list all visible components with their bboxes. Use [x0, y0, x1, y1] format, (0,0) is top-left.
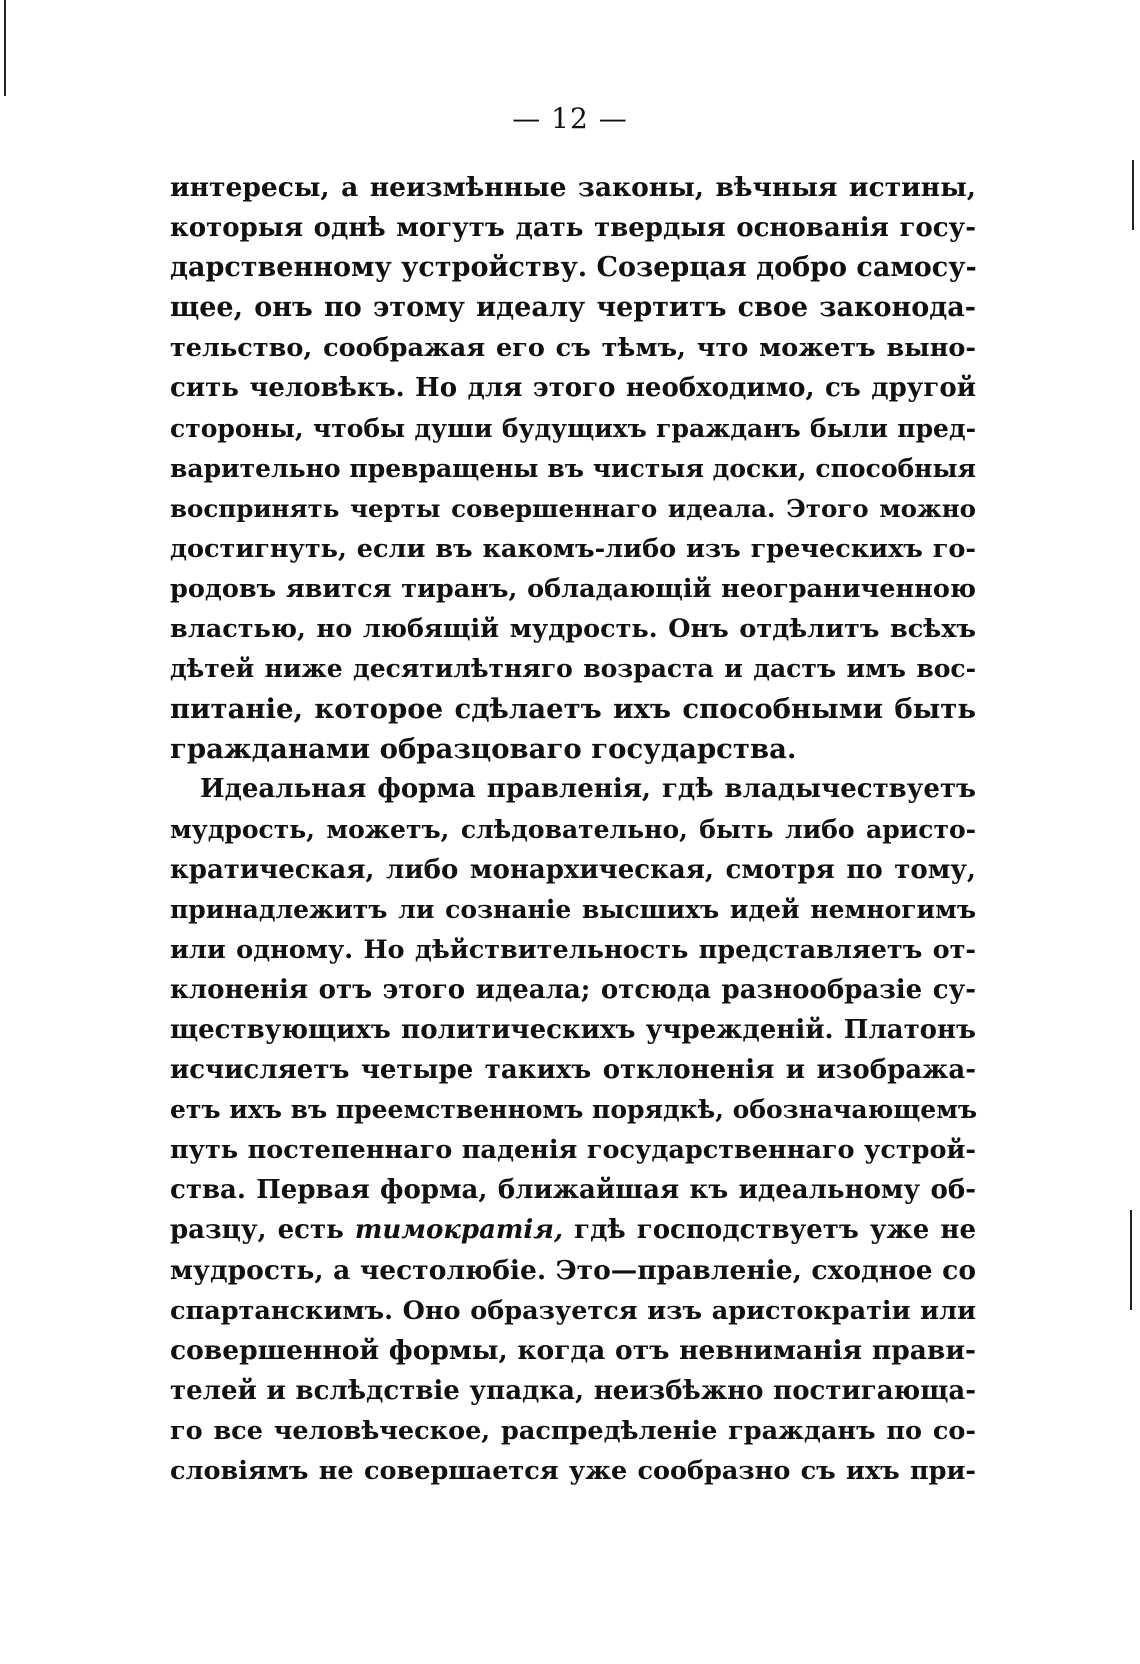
text-line: совершенной формы, когда отъ невниманія прави- [170, 1334, 976, 1366]
text-line: тельство, соображая его съ тѣмъ, что можетъ выно- [170, 333, 976, 364]
text-line: мудрость, можетъ, слѣдовательно, быть либо аристо- [170, 814, 976, 844]
text-line: сить человѣкъ. Но для этого необходимо, съ другой [170, 373, 976, 404]
left-edge-mark [4, 0, 6, 96]
text-line: телей и вслѣдствіе упадка, неизбѣжно постигающа- [170, 1375, 976, 1406]
italic-term: тимократія, [354, 1215, 564, 1246]
page-number: — 12 — [512, 102, 628, 135]
text-line: принадлежитъ ли сознаніе высшихъ идей немногимъ [170, 894, 976, 924]
paragraph-last-line: гражданами образцоваго государства. [170, 733, 797, 766]
text-line-with-italic [170, 1210, 976, 1250]
body-text [170, 168, 976, 1491]
right-edge-mark-bottom [1130, 1210, 1132, 1310]
right-edge-mark-top [1132, 160, 1134, 230]
line-text-after: гдѣ господствуетъ уже не [563, 1215, 976, 1246]
text-line: кратическая, либо монархическая, смотря по тому, [170, 854, 976, 885]
text-line: путь постепеннаго паденія государственнаго устрой- [170, 1135, 976, 1166]
text-line: спартанскимъ. Оно образуется изъ аристократіи или [170, 1295, 976, 1326]
text-line: ства. Первая форма, ближайшая къ идеальному об- [170, 1175, 976, 1206]
text-line: ществующихъ политическихъ учрежденій. Платонъ [170, 1014, 976, 1045]
text-line: исчисляетъ четыре такихъ отклоненія и изобража- [170, 1055, 976, 1086]
text-line: го все человѣческое, распредѣленіе гражданъ по со- [170, 1415, 976, 1446]
text-line: дѣтей ниже десятилѣтняго возраста и дастъ имъ вос- [170, 654, 976, 684]
text-line: или одному. Но дѣйствительность представляетъ от- [170, 934, 976, 965]
text-line: которыя однѣ могутъ дать твердыя основанія госу- [170, 213, 976, 244]
text-line: воспринять черты совершеннаго идеала. Этого можно [170, 493, 976, 523]
text-line: стороны, чтобы души будущихъ гражданъ были пред- [170, 413, 976, 443]
text-line: дарственному устройству. Созерцая добро самосу- [170, 252, 977, 284]
text-line: мудрость, а честолюбіе. Это—правленіе, сходное со [170, 1254, 976, 1286]
text-line: интересы, а неизмѣнные законы, вѣчныя истины, [170, 172, 976, 203]
text-line: питаніе, которое сдѣлаетъ ихъ способными быть [170, 693, 976, 726]
text-line: властью, но любящій мудрость. Онъ отдѣлитъ всѣхъ [170, 614, 976, 645]
text-line: достигнуть, если въ какомъ-либо изъ греческихъ го- [170, 533, 976, 564]
paragraph-first-line: Идеальная форма правленія, гдѣ владычествуетъ [200, 774, 976, 805]
text-line: словіямъ не совершается уже сообразно съ ихъ при- [170, 1456, 976, 1486]
text-line: родовъ явится тиранъ, обладающій неограниченною [170, 573, 976, 604]
text-line: варительно превращены въ чистыя доски, способныя [170, 453, 976, 483]
text-line: етъ ихъ въ преемственномъ порядкѣ, обозначающемъ [170, 1095, 978, 1125]
line-text-before: разцу, есть [170, 1215, 355, 1246]
text-line: щее, онъ по этому идеалу чертитъ свое законода- [170, 292, 976, 324]
text-line: клоненія отъ этого идеала; отсюда разнообразіе су- [170, 974, 976, 1005]
